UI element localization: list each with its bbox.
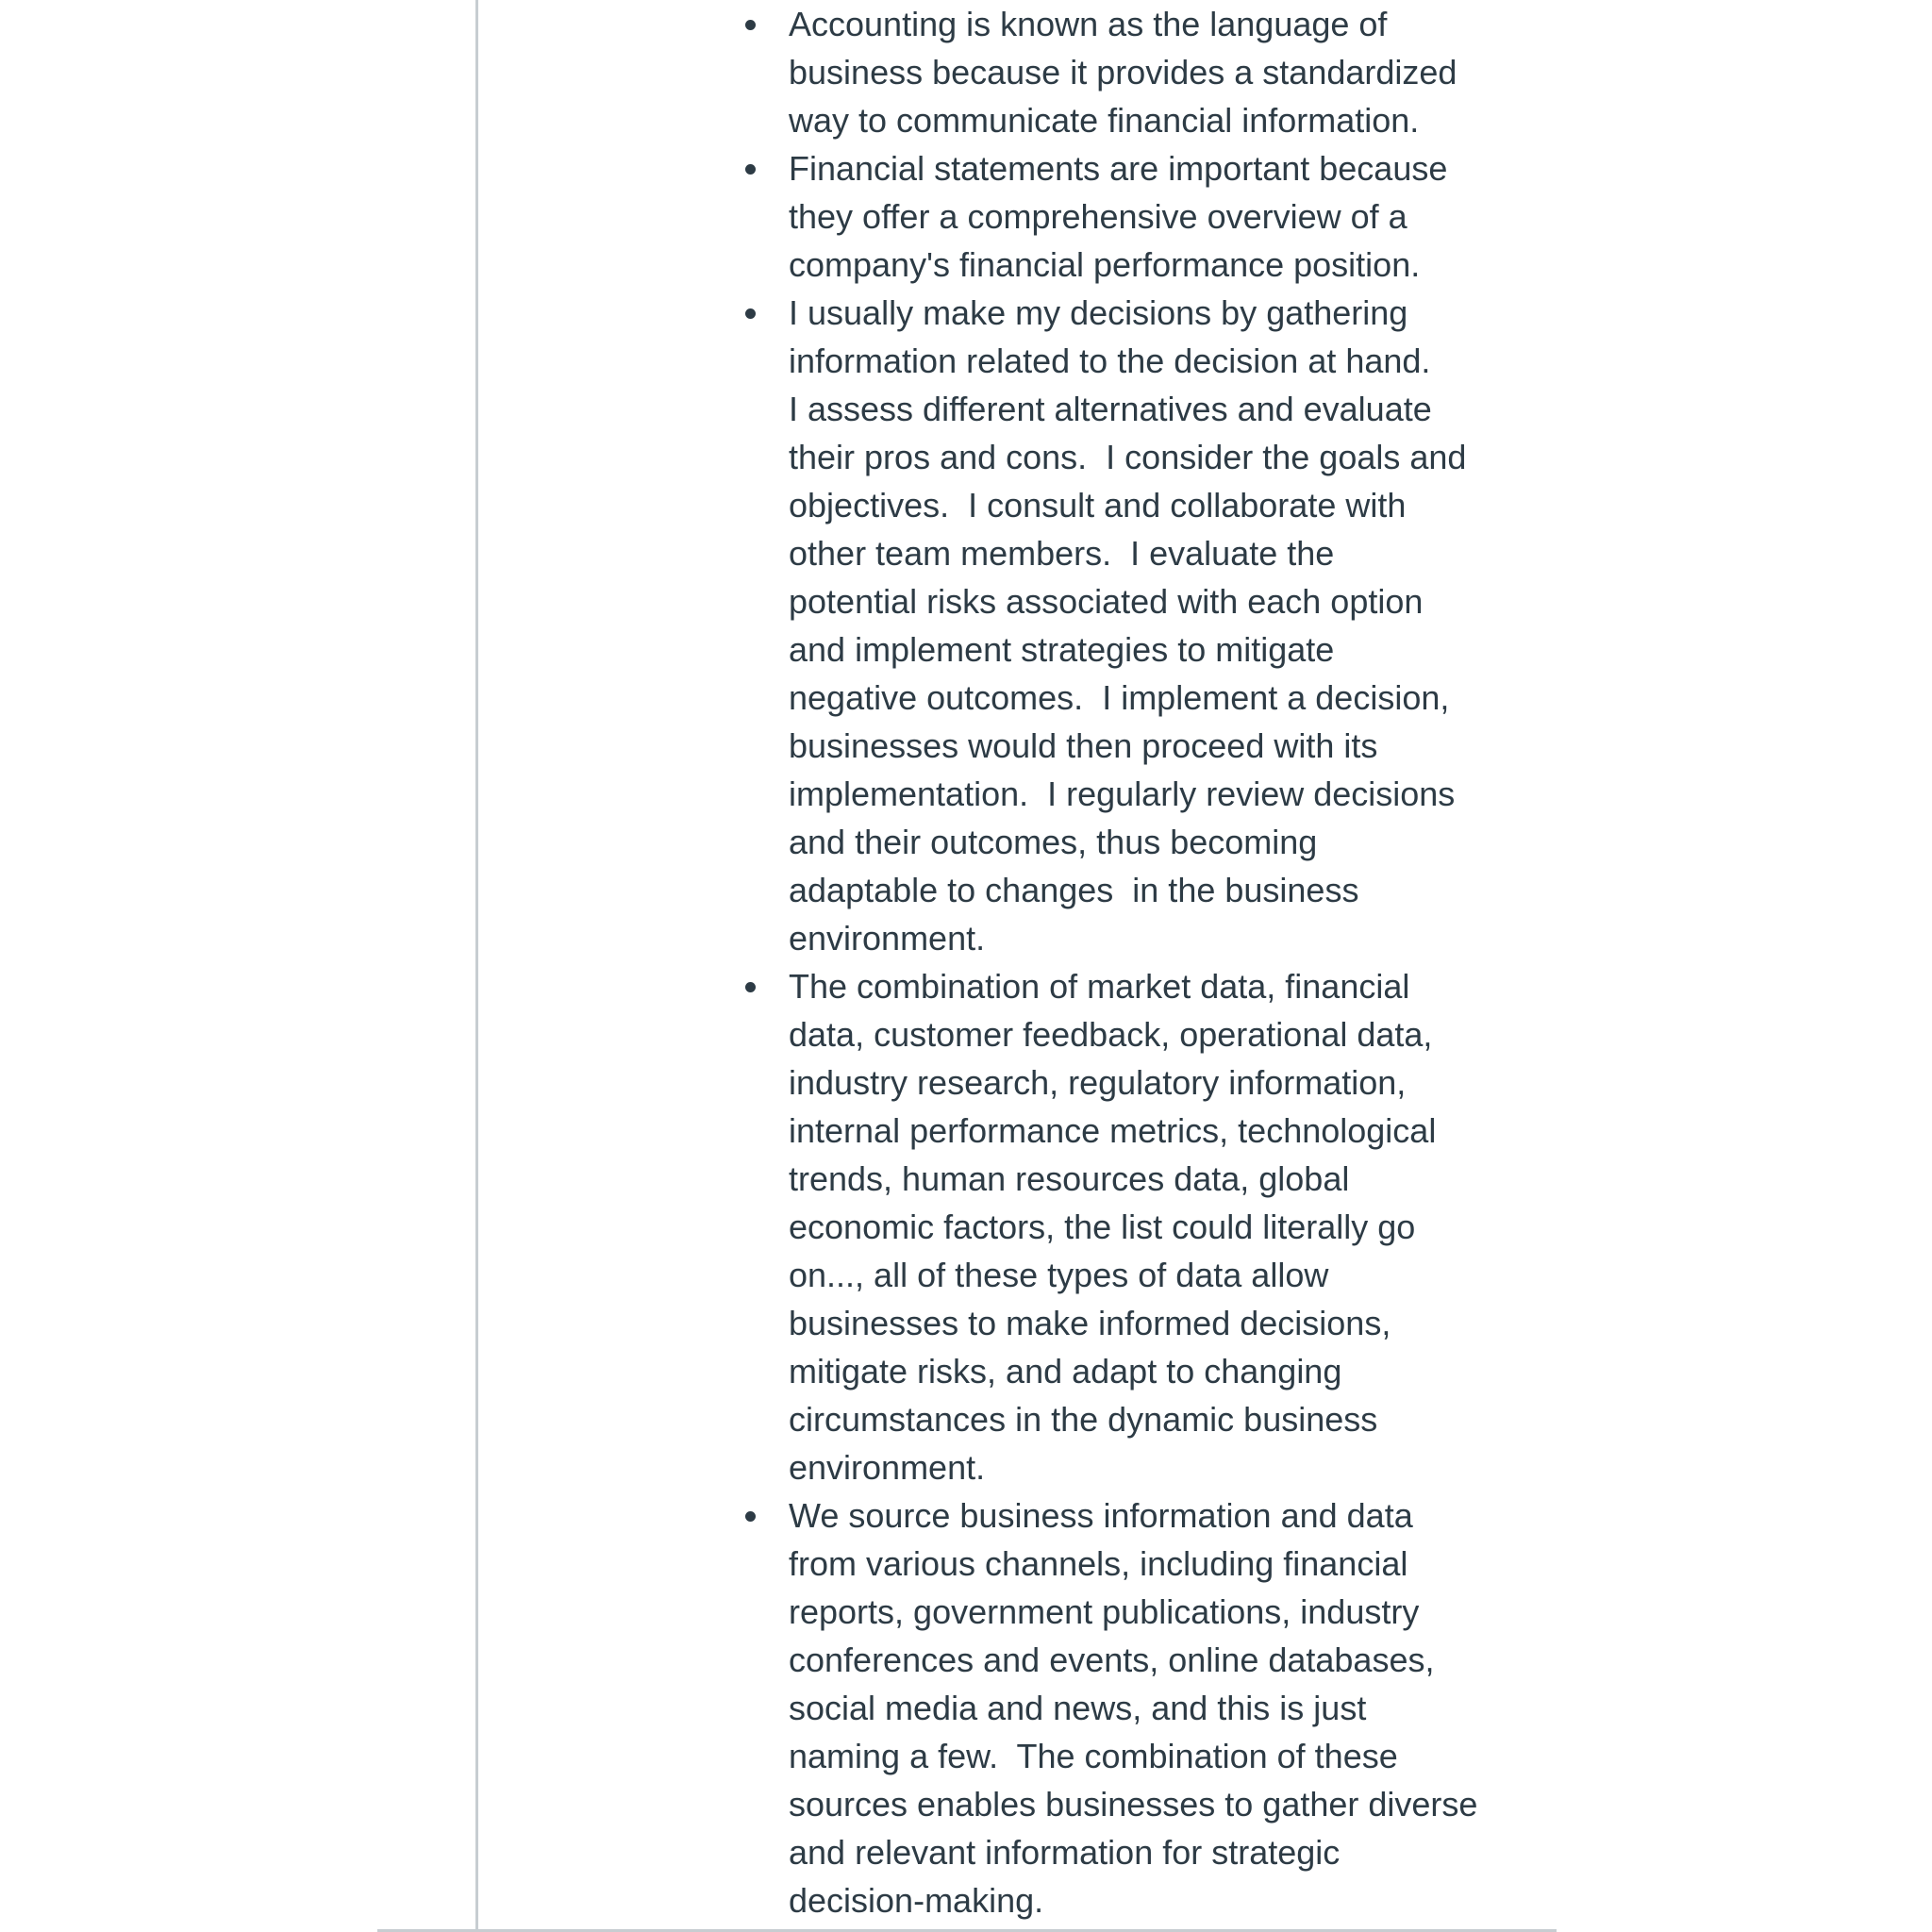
bullet-icon — [745, 1511, 756, 1522]
list-item — [745, 289, 1594, 962]
list-item-text-line: environment. — [789, 919, 986, 958]
list-item-text-line: naming a few. The combination of these — [789, 1737, 1398, 1775]
list-item-text-line: businesses would then proceed with its — [789, 726, 1378, 765]
list-item-text-line: environment. — [789, 1448, 986, 1487]
list-item-text-line: and relevant information for strategic — [789, 1833, 1341, 1872]
list-item-text-line: data, customer feedback, operational data, — [789, 1015, 1433, 1054]
list-item-text-line: implementation. I regularly review decisions — [789, 774, 1456, 813]
list-item-text-line: potential risks associated with each option — [789, 582, 1424, 621]
list-item-text-line: negative outcomes. I implement a decision, — [789, 678, 1450, 717]
post-body — [745, 0, 1594, 1924]
list-item — [745, 962, 1594, 1491]
list-item-text-line: company's financial performance position. — [789, 245, 1421, 284]
list-item-text-line: from various channels, including financial — [789, 1544, 1408, 1583]
list-item-text-line: mitigate risks, and adapt to changing — [789, 1352, 1342, 1391]
list-item-text-line: they offer a comprehensive overview of a — [789, 197, 1407, 236]
list-item-text-line: circumstances in the dynamic business — [789, 1400, 1378, 1439]
list-item-text-line: information related to the decision at hand. — [789, 341, 1431, 380]
list-item-text-line: other team members. I evaluate the — [789, 534, 1335, 573]
list-item-text-line: The combination of market data, financial — [789, 967, 1410, 1006]
list-item-text-line: I assess different alternatives and evaluate — [789, 390, 1432, 428]
list-item — [745, 0, 1594, 144]
list-item-text-line: decision-making. — [789, 1881, 1044, 1920]
list-item-text-line: Financial statements are important because — [789, 149, 1448, 188]
bullet-icon — [745, 982, 756, 992]
list-item-text-line: businesses to make informed decisions, — [789, 1304, 1391, 1342]
list-item-text-line: adaptable to changes in the business — [789, 871, 1359, 909]
bullet-icon — [745, 308, 756, 319]
bullet-list — [745, 0, 1594, 1924]
list-item-text-line: conferences and events, online databases, — [789, 1641, 1435, 1679]
list-item-text-line: their pros and cons. I consider the goals and — [789, 438, 1467, 476]
list-item — [745, 1491, 1594, 1924]
list-item-text-line: We source business information and data — [789, 1496, 1413, 1535]
list-item-text-line: business because it provides a standardized — [789, 53, 1457, 92]
list-item — [745, 144, 1594, 289]
content-left-border — [475, 0, 478, 1932]
list-item-text-line: social media and news, and this is just — [789, 1689, 1367, 1727]
list-item-text-line: reports, government publications, industry — [789, 1592, 1420, 1631]
list-item-text-line: on..., all of these types of data allow — [789, 1256, 1329, 1294]
list-item-text-line: trends, human resources data, global — [789, 1159, 1350, 1198]
list-item-text-line: and implement strategies to mitigate — [789, 630, 1335, 669]
bullet-icon — [745, 164, 756, 175]
list-item-text-line: I usually make my decisions by gathering — [789, 293, 1408, 332]
list-item-text-line: industry research, regulatory information, — [789, 1063, 1407, 1102]
list-item-text-line: economic factors, the list could literally go — [789, 1208, 1416, 1246]
list-item-text-line: Accounting is known as the language of — [789, 5, 1388, 43]
list-item-text-line: way to communicate financial information. — [789, 101, 1420, 140]
list-item-text-line: internal performance metrics, technological — [789, 1111, 1437, 1150]
list-item-text-line: sources enables businesses to gather diverse — [789, 1785, 1478, 1824]
bullet-icon — [745, 20, 756, 30]
list-item-text-line: objectives. I consult and collaborate with — [789, 486, 1407, 525]
list-item-text-line: and their outcomes, thus becoming — [789, 823, 1318, 861]
